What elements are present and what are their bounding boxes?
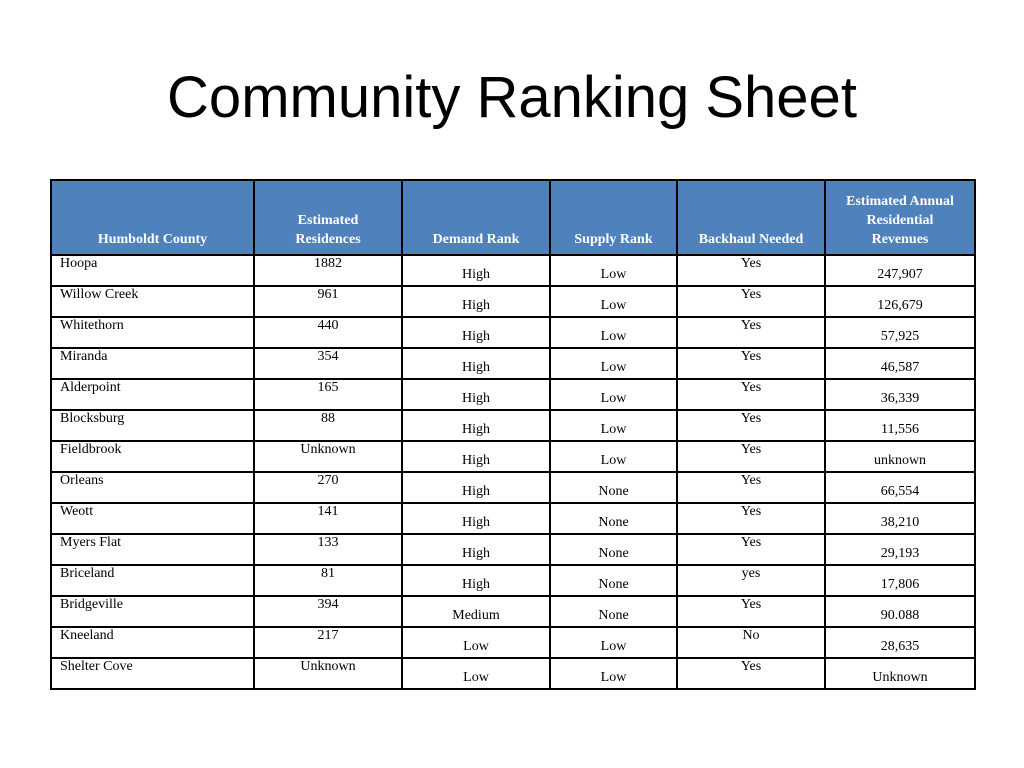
table-row	[51, 255, 975, 286]
community-name-cell: Fieldbrook	[51, 441, 254, 472]
annual-revenue-cell: 46,587	[825, 348, 975, 379]
community-name-cell: Hoopa	[51, 255, 254, 286]
community-name-cell: Briceland	[51, 565, 254, 596]
backhaul-needed-cell: Yes	[677, 348, 825, 379]
demand-rank-cell: High	[402, 565, 550, 596]
annual-revenue-cell: Unknown	[825, 658, 975, 689]
annual-revenue-cell: 247,907	[825, 255, 975, 286]
demand-rank-cell: High	[402, 255, 550, 286]
estimated-residences-cell: 354	[254, 348, 402, 379]
estimated-residences-cell: 88	[254, 410, 402, 441]
backhaul-needed-cell: No	[677, 627, 825, 658]
demand-rank-cell: High	[402, 379, 550, 410]
header-demand-rank: Demand Rank	[402, 180, 550, 255]
header-humboldt-county: Humboldt County	[51, 180, 254, 255]
supply-rank-cell: Low	[550, 286, 677, 317]
annual-revenue-cell: 28,635	[825, 627, 975, 658]
demand-rank-cell: Low	[402, 627, 550, 658]
estimated-residences-cell: Unknown	[254, 441, 402, 472]
table-row	[51, 472, 975, 503]
supply-rank-cell: None	[550, 503, 677, 534]
annual-revenue-cell: 66,554	[825, 472, 975, 503]
backhaul-needed-cell: Yes	[677, 255, 825, 286]
backhaul-needed-cell: yes	[677, 565, 825, 596]
estimated-residences-cell: Unknown	[254, 658, 402, 689]
backhaul-needed-cell: Yes	[677, 503, 825, 534]
table-row	[51, 658, 975, 689]
supply-rank-cell: Low	[550, 410, 677, 441]
backhaul-needed-cell: Yes	[677, 379, 825, 410]
community-name-cell: Kneeland	[51, 627, 254, 658]
demand-rank-cell: High	[402, 472, 550, 503]
table-row	[51, 565, 975, 596]
demand-rank-cell: Medium	[402, 596, 550, 627]
backhaul-needed-cell: Yes	[677, 286, 825, 317]
backhaul-needed-cell: Yes	[677, 410, 825, 441]
demand-rank-cell: High	[402, 317, 550, 348]
estimated-residences-cell: 394	[254, 596, 402, 627]
demand-rank-cell: High	[402, 503, 550, 534]
demand-rank-cell: High	[402, 410, 550, 441]
table-body	[51, 255, 975, 689]
community-name-cell: Bridgeville	[51, 596, 254, 627]
estimated-residences-cell: 440	[254, 317, 402, 348]
table-row	[51, 379, 975, 410]
community-name-cell: Orleans	[51, 472, 254, 503]
table-row	[51, 441, 975, 472]
annual-revenue-cell: 90.088	[825, 596, 975, 627]
backhaul-needed-cell: Yes	[677, 658, 825, 689]
header-supply-rank: Supply Rank	[550, 180, 677, 255]
estimated-residences-cell: 961	[254, 286, 402, 317]
community-name-cell: Weott	[51, 503, 254, 534]
estimated-residences-cell: 270	[254, 472, 402, 503]
backhaul-needed-cell: Yes	[677, 441, 825, 472]
table-row	[51, 503, 975, 534]
backhaul-needed-cell: Yes	[677, 317, 825, 348]
annual-revenue-cell: 17,806	[825, 565, 975, 596]
annual-revenue-cell: 29,193	[825, 534, 975, 565]
supply-rank-cell: Low	[550, 255, 677, 286]
backhaul-needed-cell: Yes	[677, 596, 825, 627]
supply-rank-cell: Low	[550, 658, 677, 689]
annual-revenue-cell: 36,339	[825, 379, 975, 410]
table-row	[51, 348, 975, 379]
supply-rank-cell: Low	[550, 348, 677, 379]
table-row	[51, 534, 975, 565]
community-name-cell: Blocksburg	[51, 410, 254, 441]
backhaul-needed-cell: Yes	[677, 534, 825, 565]
supply-rank-cell: None	[550, 534, 677, 565]
community-name-cell: Shelter Cove	[51, 658, 254, 689]
table-row	[51, 286, 975, 317]
table-row	[51, 317, 975, 348]
community-name-cell: Myers Flat	[51, 534, 254, 565]
demand-rank-cell: High	[402, 348, 550, 379]
header-estimated-residences: Estimated Residences	[254, 180, 402, 255]
supply-rank-cell: None	[550, 596, 677, 627]
table-header-row	[51, 180, 975, 255]
demand-rank-cell: High	[402, 441, 550, 472]
demand-rank-cell: High	[402, 286, 550, 317]
supply-rank-cell: Low	[550, 379, 677, 410]
community-name-cell: Miranda	[51, 348, 254, 379]
estimated-residences-cell: 217	[254, 627, 402, 658]
community-ranking-table	[50, 179, 976, 690]
supply-rank-cell: None	[550, 565, 677, 596]
demand-rank-cell: High	[402, 534, 550, 565]
supply-rank-cell: Low	[550, 441, 677, 472]
estimated-residences-cell: 141	[254, 503, 402, 534]
estimated-residences-cell: 81	[254, 565, 402, 596]
annual-revenue-cell: 126,679	[825, 286, 975, 317]
supply-rank-cell: Low	[550, 317, 677, 348]
table-row	[51, 410, 975, 441]
table-row	[51, 596, 975, 627]
annual-revenue-cell: unknown	[825, 441, 975, 472]
annual-revenue-cell: 57,925	[825, 317, 975, 348]
community-name-cell: Whitethorn	[51, 317, 254, 348]
backhaul-needed-cell: Yes	[677, 472, 825, 503]
estimated-residences-cell: 165	[254, 379, 402, 410]
supply-rank-cell: None	[550, 472, 677, 503]
table-row	[51, 627, 975, 658]
annual-revenue-cell: 11,556	[825, 410, 975, 441]
estimated-residences-cell: 133	[254, 534, 402, 565]
estimated-residences-cell: 1882	[254, 255, 402, 286]
demand-rank-cell: Low	[402, 658, 550, 689]
community-name-cell: Alderpoint	[51, 379, 254, 410]
header-estimated-annual-revenues: Estimated Annual Residential Revenues	[825, 180, 975, 255]
header-backhaul-needed: Backhaul Needed	[677, 180, 825, 255]
community-name-cell: Willow Creek	[51, 286, 254, 317]
annual-revenue-cell: 38,210	[825, 503, 975, 534]
page-title: Community Ranking Sheet	[167, 65, 857, 130]
supply-rank-cell: Low	[550, 627, 677, 658]
